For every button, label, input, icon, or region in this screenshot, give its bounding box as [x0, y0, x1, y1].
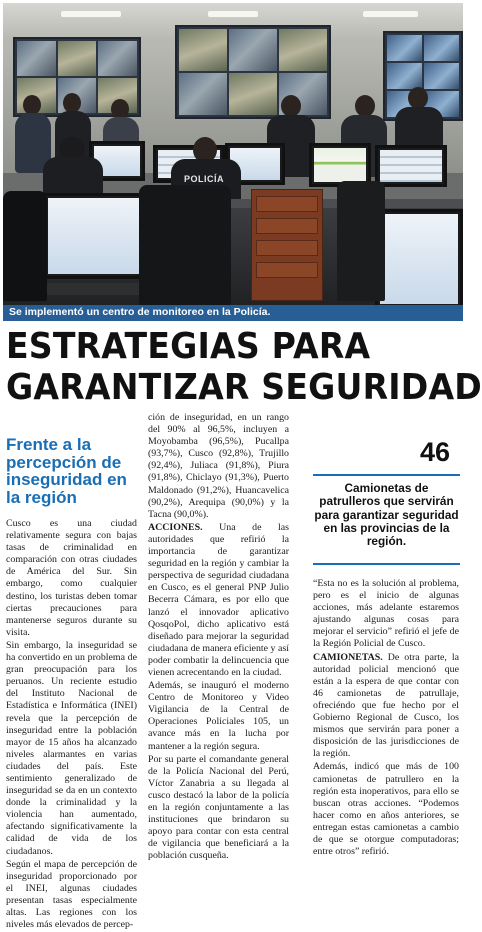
column-3-paragraph-1: “Esta no es la solución al problema, pero es el inicio de algunas acciones, más adelante estaremos ajustando algunas cosas para mejorar el servicio” refirió el jefe de la Región Policial de Cusco. [313, 578, 459, 650]
person-head [63, 93, 81, 113]
column-3 [313, 578, 459, 859]
ceiling-light [61, 11, 121, 17]
headline-line-2: GARANTIZAR SEGURIDAD [6, 367, 482, 408]
column-2 [148, 412, 289, 863]
monitoring-center-photo [3, 3, 463, 321]
monitor [375, 145, 447, 187]
red-cabinet [251, 189, 323, 301]
lead-subheading: Frente a la percepción de inseguridad en la región [6, 435, 127, 507]
person-head [355, 95, 375, 117]
stat-text: Camionetas de patrulleros que servirán para garantizar seguridad en las provincias de la región. [314, 481, 459, 549]
front-monitor-right [375, 209, 463, 309]
column-1-paragraph-2: Sin embargo, la inseguridad se ha convertido en un problema de gran preocupación para los peruanos. Un reciente estudio del Instituto Nacional de Estadística e Informática (INEI) revela que la percepción de inseguridad entre la población mayor de 15 años ha alcanzado niveles alarmantes en varias ciudades del país. Este sentimiento generalizado de inseguridad se da en un contexto donde la criminalidad y la violencia han aumentado, afectando significativamente la calidad de vida de los ciudadanos. [6, 639, 137, 857]
office-chair [139, 185, 231, 305]
stat-rule-bottom [313, 563, 460, 565]
video-wall-center [175, 25, 331, 119]
uniform-label: POLICÍA [184, 174, 225, 184]
camionetas-text: De otra parte, la autoridad policial mencionó que están a la espera de que contar con 46 camionetas de patrullaje, ofreciéndo que fue hecho por el Gobierno Regional de Cusco, los mismos que servirán para poner a disposición de las jurisdicciones de la región. [313, 651, 459, 760]
column-2-paragraph-1: ción de inseguridad, en un rango del 90% al 96,5%, incluyen a Moyobamba (96,5%), Pucallpa (93,7%), Cusco (92,8%), Trujillo (92,4%), Juliaca (91,8%), Piura (91,8%), Chiclayo (91,3%), Puerto Maldonado (91,2%), Huancavelica (90,2%), Arequipa (90,0%) y la Tacna (90,0%). [148, 412, 289, 520]
headline-line-1: ESTRATEGIAS PARA [6, 326, 371, 367]
column-2-paragraph-2 [148, 522, 289, 679]
person-head [408, 87, 428, 109]
column-3-paragraph-2 [313, 652, 459, 761]
acciones-label: ACCIONES. [148, 521, 203, 533]
ceiling-light [208, 11, 258, 17]
headline [6, 326, 482, 408]
ceiling-light [363, 11, 418, 17]
person-head [111, 99, 129, 119]
column-1 [6, 518, 137, 932]
person-head [23, 95, 41, 115]
column-2-paragraph-3: Además, se inauguró el moderno Centro de Monitoreo y Video Vigilancia de la Central de Operaciones Policiales 105, un avance más en la lucha por mantener a la región segura. [148, 680, 289, 752]
photo-caption: Se implementó un centro de monitoreo en la Policía. [9, 306, 271, 318]
column-1-paragraph-3: Según el mapa de percepción de inseguridad proporcionado por el INEI, algunas ciudades presentan tasas especialmente altas. Las regiones con los niveles más elevados de percep- [6, 858, 137, 931]
column-2-paragraph-4: Por su parte el comandante general de la Policía Nacional del Perú, Víctor Zanabria a su llegada al cusco destacó la labor de la policía en la región conjuntamente a las instituciones que brindaron su apoyo para contar con esta central de vigilancia que beneficiará a la población cusqueña. [148, 753, 289, 862]
person-head [281, 95, 301, 117]
stat-number: 46 [420, 437, 451, 467]
camionetas-label: CAMIONETAS. [313, 651, 383, 663]
photo-caption-bar [3, 305, 463, 321]
acciones-text: Una de las autoridades que refirió la importancia de garantizar seguridad en la región y cambiar la perspectiva de seguridad ciudadana en Cusco, es el general PNP Julio Becerra Cámara, es por ello que lanzó el innovador aplicativo QosqoPol, dicho aplicativo está diseñado para mejorar la seguridad ciudadana de manera eficiente y así poder combatir la delincuencia que vienen acrecentando en la ciudad. [148, 521, 289, 678]
column-3-paragraph-3: Además, indicó que más de 100 camionetas de patrullero en la región esta inoperativos, para ello se buscan otras acciones. “Podemos hacer como en años anteriores, se entregan estas camionetas a cambio de que se otorgue computadoras; entre otros” refirió. [313, 761, 459, 858]
office-chair [3, 191, 47, 301]
column-1-paragraph-1: Cusco es una ciudad relativamente segura con bajas tasas de criminalidad en comparación con otras ciudades de América del Sur. Sin embargo, como cualquier destino, los turistas deben tomar ciertas precauciones para mantenerse seguros durante su visita. [6, 518, 137, 638]
stat-rule-top [313, 474, 460, 476]
office-chair [337, 181, 385, 301]
